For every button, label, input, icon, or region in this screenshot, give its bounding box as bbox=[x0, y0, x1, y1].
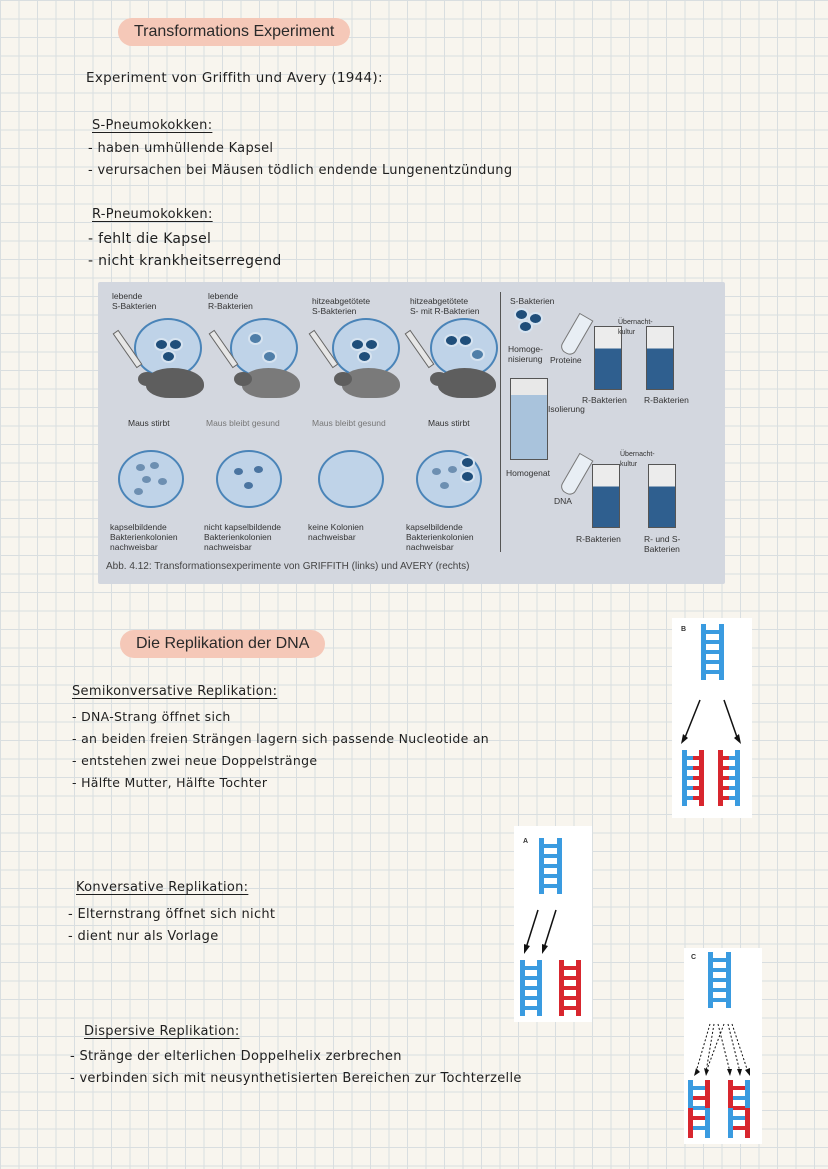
list-item: - nicht krankheitserregend bbox=[88, 250, 282, 272]
result-dish bbox=[318, 450, 384, 508]
dish-result-text: keine Kolonien nachweisbar bbox=[308, 522, 364, 542]
avery-homogenate: Homogenat bbox=[506, 468, 550, 478]
mouse-outcome: Maus stirbt bbox=[128, 418, 170, 428]
avery-r-bacteria-1: R-Bakterien bbox=[582, 395, 627, 405]
homogenate-cylinder-icon bbox=[510, 378, 548, 460]
figure-caption: Abb. 4.12: Transformationsexperimente von GRIFFITH (links) und AVERY (rechts) bbox=[106, 561, 470, 572]
list-item: - dient nur als Vorlage bbox=[68, 926, 275, 948]
list-item: - Hälfte Mutter, Hälfte Tochter bbox=[72, 772, 489, 794]
diagram-semiconservative bbox=[672, 618, 752, 818]
mouse-icon bbox=[342, 368, 400, 398]
mouse-outcome: Maus bleibt gesund bbox=[206, 418, 280, 428]
dish-result-text: nicht kapselbildende Bakterienkolonien nachweisbar bbox=[204, 522, 282, 552]
section-title-transformation: Transformations Experiment bbox=[118, 18, 350, 46]
section-title-replication: Die Replikation der DNA bbox=[120, 630, 325, 658]
r-pneumokokken-list bbox=[88, 228, 282, 272]
avery-dna: DNA bbox=[554, 496, 572, 506]
experiment-intro: Experiment von Griffith und Avery (1944): bbox=[86, 70, 383, 86]
avery-overnight-2: Übernacht- kultur bbox=[620, 451, 655, 468]
test-tube-icon bbox=[559, 313, 594, 357]
culture-cylinder-icon bbox=[592, 464, 620, 528]
konservative-list bbox=[68, 904, 275, 948]
list-item: - fehlt die Kapsel bbox=[88, 228, 282, 250]
semikonservative-list bbox=[72, 706, 489, 794]
mouse-outcome: Maus stirbt bbox=[428, 418, 470, 428]
s-pneumokokken-list bbox=[88, 138, 512, 182]
list-item: - verbinden sich mit neusynthetisierten Bereichen zur Tochterzelle bbox=[70, 1068, 522, 1090]
mouse-outcome: Maus bleibt gesund bbox=[312, 418, 386, 428]
avery-isolation: Isolierung bbox=[548, 404, 585, 414]
konservative-heading: Konversative Replikation: bbox=[76, 880, 249, 895]
dish-result-text: kapselbildende Bakterienkolonien nachweisbar bbox=[110, 522, 178, 552]
figure-col-header: lebende S-Bakterien bbox=[112, 291, 157, 311]
avery-rs-bacteria: R- und S- Bakterien bbox=[644, 534, 681, 554]
avery-overnight: Übernacht- kultur bbox=[618, 319, 653, 336]
culture-cylinder-icon bbox=[646, 326, 674, 390]
list-item: - an beiden freien Strängen lagern sich passende Nucleotide an bbox=[72, 728, 489, 750]
result-dish bbox=[118, 450, 184, 508]
diagram-conservative bbox=[514, 826, 592, 1022]
result-dish bbox=[216, 450, 282, 508]
mouse-icon bbox=[146, 368, 204, 398]
mouse-icon bbox=[438, 368, 496, 398]
avery-homogenisation: Homoge- nisierung bbox=[508, 344, 543, 364]
diagram-label: B bbox=[681, 626, 687, 633]
list-item: - verursachen bei Mäusen tödlich endende Lungenentzündung bbox=[88, 160, 512, 182]
diagram-label: C bbox=[691, 954, 697, 961]
diagram-dispersive bbox=[684, 948, 762, 1144]
list-item: - DNA-Strang öffnet sich bbox=[72, 706, 489, 728]
list-item: - haben umhüllende Kapsel bbox=[88, 138, 512, 160]
semikonservative-heading: Semikonversative Replikation: bbox=[72, 684, 278, 699]
figure-col-header: lebende R-Bakterien bbox=[208, 291, 253, 311]
figure-divider bbox=[500, 292, 501, 552]
avery-r-bacteria-2: R-Bakterien bbox=[644, 395, 689, 405]
dish-result-text: kapselbildende Bakterienkolonien nachweisbar bbox=[406, 522, 474, 552]
avery-proteins: Proteine bbox=[550, 355, 582, 365]
s-pneumokokken-heading: S-Pneumokokken: bbox=[92, 118, 213, 133]
culture-cylinder-icon bbox=[648, 464, 676, 528]
dispersive-heading: Dispersive Replikation: bbox=[84, 1024, 240, 1039]
list-item: - Stränge der elterlichen Doppelhelix zerbrechen bbox=[70, 1046, 522, 1068]
diagram-label: A bbox=[523, 838, 529, 845]
list-item: - Elternstrang öffnet sich nicht bbox=[68, 904, 275, 926]
r-pneumokokken-heading: R-Pneumokokken: bbox=[92, 207, 213, 222]
test-tube-icon bbox=[559, 453, 594, 497]
griffith-avery-figure bbox=[98, 282, 725, 584]
figure-col-header: hitzeabgetötete S-Bakterien bbox=[312, 296, 371, 316]
list-item: - entstehen zwei neue Doppelstränge bbox=[72, 750, 489, 772]
dispersive-list bbox=[70, 1046, 522, 1090]
avery-r-bacteria-3: R-Bakterien bbox=[576, 534, 621, 544]
avery-s-bacteria: S-Bakterien bbox=[510, 296, 555, 306]
figure-col-header: hitzeabgetötete S- mit R-Bakterien bbox=[410, 296, 480, 316]
mouse-icon bbox=[242, 368, 300, 398]
